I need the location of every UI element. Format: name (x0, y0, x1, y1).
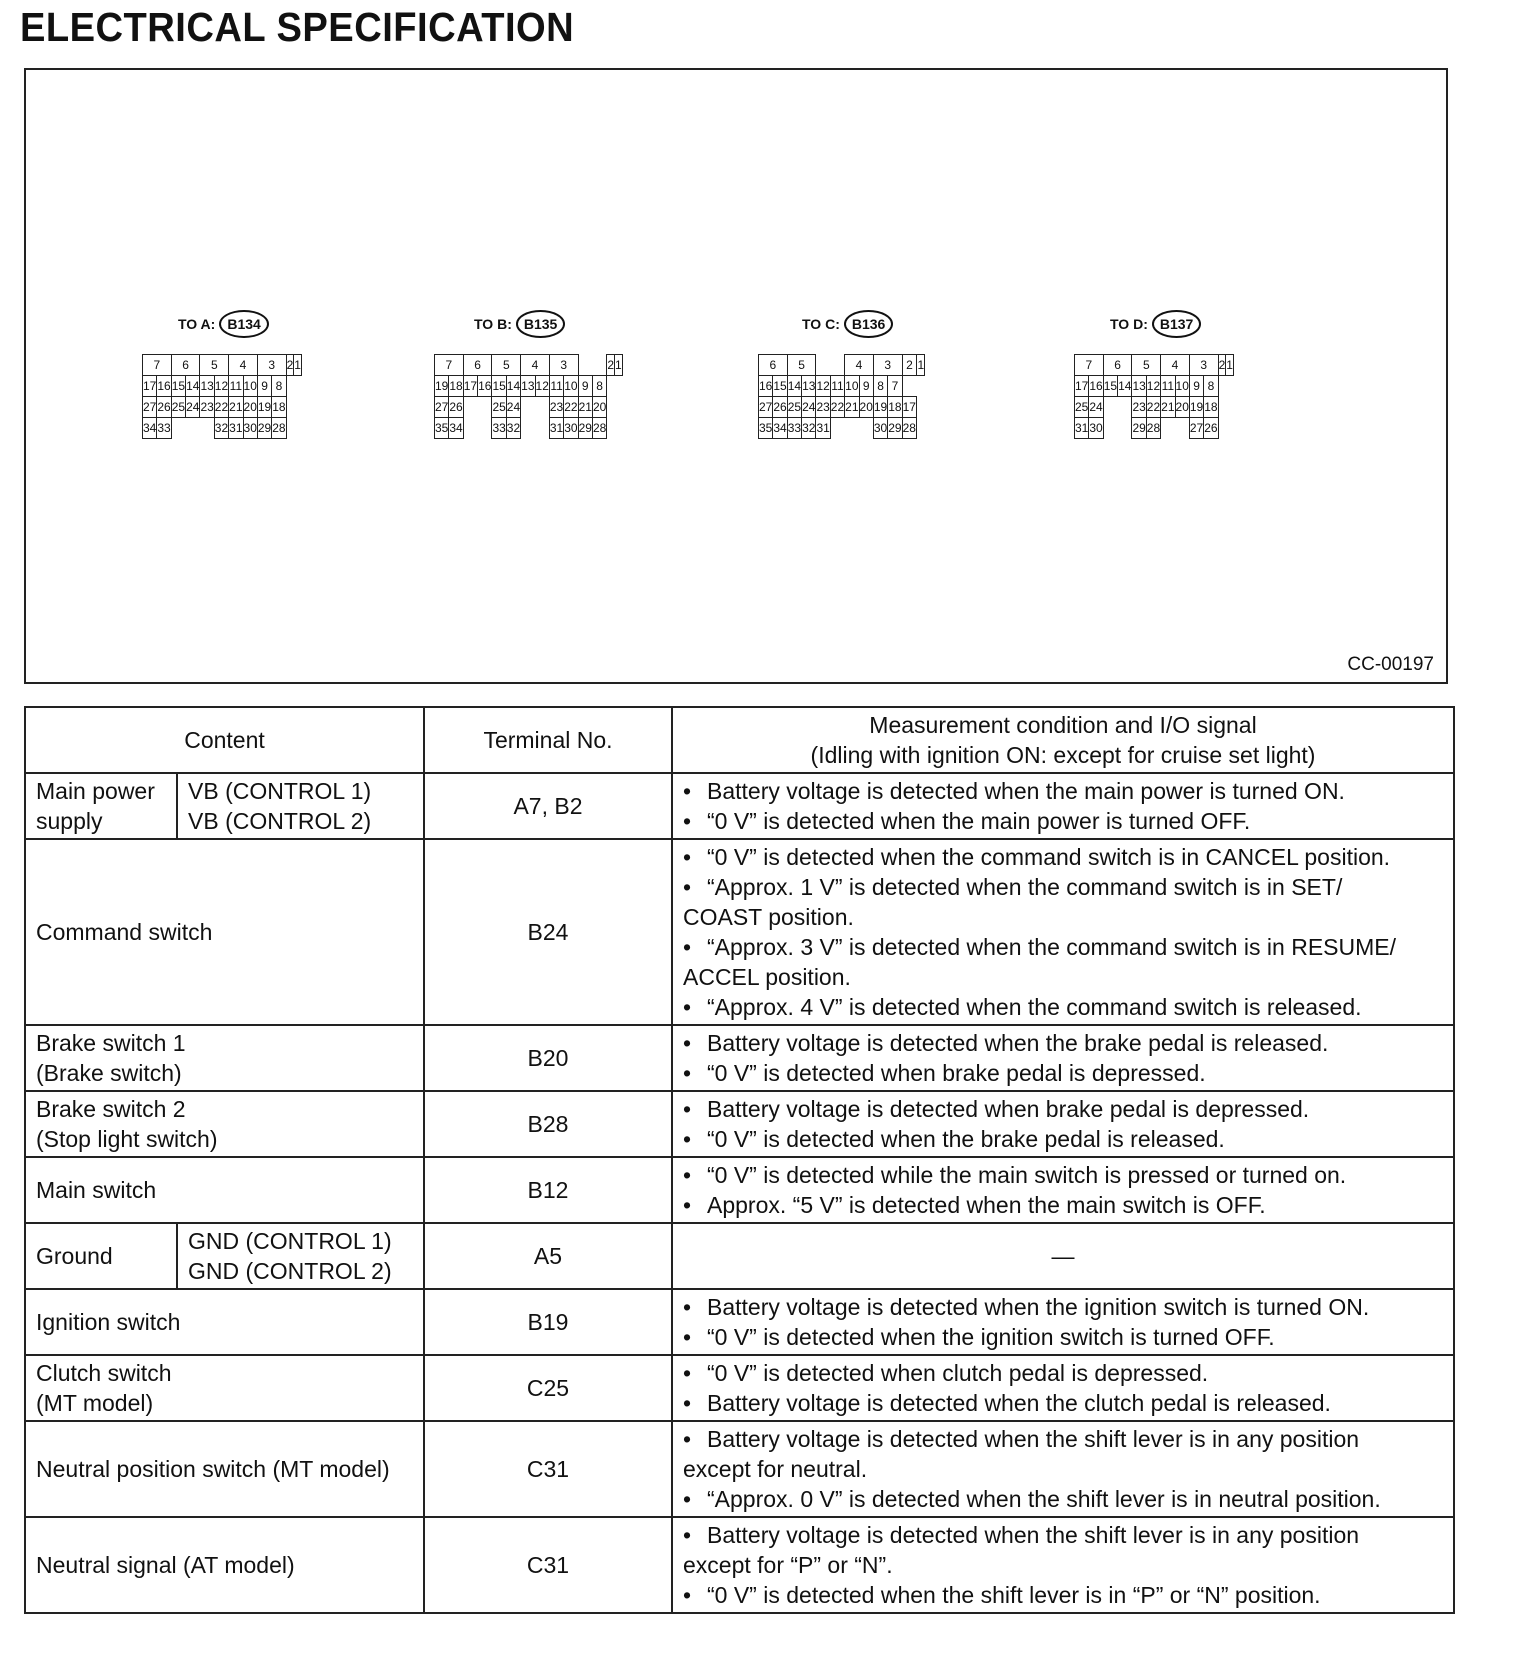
row-terminal: C25 (424, 1355, 672, 1421)
table-row (25, 1091, 1454, 1157)
content-line: Brake switch 1 (36, 1030, 186, 1056)
sub-line: GND (CONTROL 1) (188, 1228, 392, 1254)
row-content: Main power supply (25, 773, 177, 839)
row-measure (672, 1157, 1454, 1223)
table-row (25, 1223, 1454, 1289)
row-terminal: C31 (424, 1517, 672, 1613)
bullet-item: • “0 V” is detected when the ignition switch is turned OFF. (683, 1322, 1443, 1352)
connector-c-pins: 6 5 4 3 2 1 16 15 14 13 12 11 10 9 8 7 27 26 25 24 23 22 21 20 19 18 17 35 34 33 32 31 30 29 28 (758, 354, 926, 439)
bullet-continuation: except for “P” or “N”. (683, 1552, 893, 1578)
header-measure-line2: (Idling with ignition ON: except for cruise set light) (810, 742, 1316, 768)
header-content: Content (25, 707, 424, 773)
connector-c-to: TO C: (802, 316, 840, 332)
connector-d-to: TO D: (1110, 316, 1148, 332)
row-content: Main switch (25, 1157, 424, 1223)
bullet-item: • “Approx. 3 V” is detected when the command switch is in RESUME/ (683, 932, 1443, 962)
row-terminal: B20 (424, 1025, 672, 1091)
connector-a-pins: 7 6 5 4 3 2 1 17 16 15 14 13 12 11 10 9 8 27 26 25 24 23 22 21 20 19 18 34 33 32 31 30 29 28 (142, 354, 302, 439)
row-terminal: B19 (424, 1289, 672, 1355)
row-subcontent (177, 1223, 424, 1289)
bullet-item: • “0 V” is detected when the brake pedal is released. (683, 1124, 1443, 1154)
bullet-continuation: COAST position. (683, 904, 854, 930)
connector-c-label (802, 310, 893, 338)
row-terminal: B28 (424, 1091, 672, 1157)
row-content: Neutral position switch (MT model) (25, 1421, 424, 1517)
header-measure (672, 707, 1454, 773)
bullet-item: • “0 V” is detected while the main switch is pressed or turned on. (683, 1160, 1443, 1190)
connector-c-id: B136 (844, 310, 893, 338)
connector-d-label (1110, 310, 1201, 338)
table-row (25, 773, 1454, 839)
content-line: (MT model) (36, 1390, 154, 1416)
bullet-item: • “0 V” is detected when the command switch is in CANCEL position. (683, 842, 1443, 872)
table-row (25, 1289, 1454, 1355)
bullet-item: • Battery voltage is detected when the ignition switch is turned ON. (683, 1292, 1443, 1322)
bullet-item: • Battery voltage is detected when the main power is turned ON. (683, 776, 1443, 806)
row-measure: — (672, 1223, 1454, 1289)
connector-d-id: B137 (1152, 310, 1201, 338)
bullet-item: • Battery voltage is detected when the shift lever is in any position (683, 1424, 1443, 1454)
connector-d-pins: 7 6 5 4 3 2 1 17 16 15 14 13 12 11 10 9 8 25 24 23 22 21 20 19 18 31 30 29 28 27 26 (1074, 354, 1234, 439)
row-terminal: C31 (424, 1421, 672, 1517)
row-measure (672, 1421, 1454, 1517)
row-measure (672, 839, 1454, 1025)
bullet-item: • “0 V” is detected when the shift lever is in “P” or “N” position. (683, 1580, 1443, 1610)
row-content: Ignition switch (25, 1289, 424, 1355)
row-subcontent (177, 773, 424, 839)
row-measure (672, 773, 1454, 839)
connector-figure (24, 68, 1448, 684)
sub-line: VB (CONTROL 1) (188, 778, 372, 804)
table-header-row (25, 707, 1454, 773)
row-terminal: B12 (424, 1157, 672, 1223)
bullet-item: • Battery voltage is detected when the clutch pedal is released. (683, 1388, 1443, 1418)
table-row (25, 1355, 1454, 1421)
table-row (25, 839, 1454, 1025)
bullet-item: • “0 V” is detected when the main power is turned OFF. (683, 806, 1443, 836)
content-line: Brake switch 2 (36, 1096, 186, 1122)
bullet-continuation: except for neutral. (683, 1456, 868, 1482)
table-row (25, 1157, 1454, 1223)
row-measure (672, 1289, 1454, 1355)
row-content: Ground (25, 1223, 177, 1289)
header-terminal: Terminal No. (424, 707, 672, 773)
connector-a-id: B134 (219, 310, 268, 338)
bullet-item: • Battery voltage is detected when the brake pedal is released. (683, 1028, 1443, 1058)
row-measure (672, 1355, 1454, 1421)
bullet-item: • Approx. “5 V” is detected when the main switch is OFF. (683, 1190, 1443, 1220)
row-content: Command switch (25, 839, 424, 1025)
row-measure (672, 1517, 1454, 1613)
connector-a-to: TO A: (178, 316, 216, 332)
table-row (25, 1517, 1454, 1613)
bullet-item: • “0 V” is detected when clutch pedal is depressed. (683, 1358, 1443, 1388)
sub-line: GND (CONTROL 2) (188, 1258, 392, 1284)
row-measure (672, 1091, 1454, 1157)
row-terminal: B24 (424, 839, 672, 1025)
row-content: Neutral signal (AT model) (25, 1517, 424, 1613)
row-terminal: A5 (424, 1223, 672, 1289)
row-measure (672, 1025, 1454, 1091)
bullet-item: • Battery voltage is detected when brake pedal is depressed. (683, 1094, 1443, 1124)
spec-table (24, 706, 1455, 1614)
connector-b-id: B135 (516, 310, 565, 338)
page-title: ELECTRICAL SPECIFICATION (20, 4, 575, 50)
row-terminal: A7, B2 (424, 773, 672, 839)
row-content (25, 1091, 424, 1157)
row-content (25, 1025, 424, 1091)
figure-code: CC-00197 (1347, 654, 1434, 675)
bullet-continuation: ACCEL position. (683, 964, 851, 990)
connector-b-to: TO B: (474, 316, 512, 332)
bullet-item: • “Approx. 1 V” is detected when the command switch is in SET/ (683, 872, 1443, 902)
content-line: Clutch switch (36, 1360, 172, 1386)
table-row (25, 1025, 1454, 1091)
row-content (25, 1355, 424, 1421)
bullet-item: • Battery voltage is detected when the shift lever is in any position (683, 1520, 1443, 1550)
connector-b-label (474, 310, 565, 338)
content-line: (Brake switch) (36, 1060, 182, 1086)
table-row (25, 1421, 1454, 1517)
sub-line: VB (CONTROL 2) (188, 808, 372, 834)
content-line: (Stop light switch) (36, 1126, 218, 1152)
bullet-item: • “Approx. 0 V” is detected when the shift lever is in neutral position. (683, 1484, 1443, 1514)
bullet-item: • “0 V” is detected when brake pedal is depressed. (683, 1058, 1443, 1088)
header-measure-line1: Measurement condition and I/O signal (869, 712, 1257, 738)
bullet-item: • “Approx. 4 V” is detected when the command switch is released. (683, 992, 1443, 1022)
connector-b-pins: 7 6 5 4 3 2 1 19 18 17 16 15 14 13 12 11 10 9 8 27 26 25 24 23 22 21 20 35 34 33 32 31 30 29 28 (434, 354, 623, 439)
connector-a-label (178, 310, 269, 338)
